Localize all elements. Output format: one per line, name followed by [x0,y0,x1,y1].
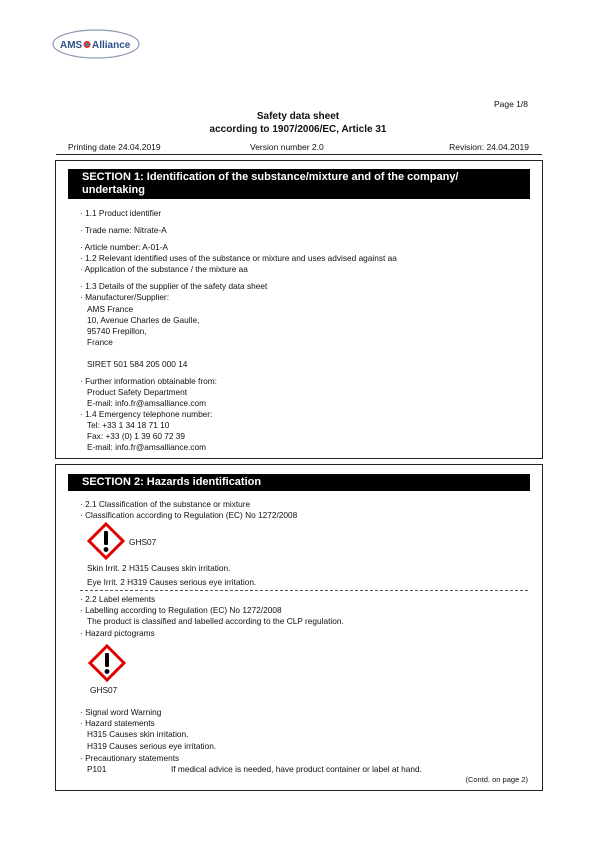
precautionary-text: If medical advice is needed, have product container or label at hand. [171,764,422,774]
classification-regulation: · Classification according to Regulation (EC) No 1272/2008 [80,510,298,520]
precautionary-code: P101 [87,764,107,774]
label-elements: · 2.2 Label elements [80,594,156,604]
precautionary-label: · Precautionary statements [80,753,180,763]
s1-line: SIRET 501 584 205 000 14 [87,359,188,369]
labelling-regulation: · Labelling according to Regulation (EC) No 1272/2008 [80,605,282,615]
hazard-classification: Eye Irrit. 2 H319 Causes serious eye irritation. [87,577,257,587]
hazard-statement: H319 Causes serious eye irritation. [87,741,217,751]
dashed-divider [80,590,528,591]
header-rule [56,154,542,155]
s1-line: · 1.3 Details of the supplier of the safety data sheet [80,281,268,291]
s1-line: E-mail: info.fr@amsalliance.com [87,398,207,408]
ghs-label: GHS07 [129,537,157,547]
s1-line: France [87,337,113,347]
section-2-box [55,464,543,791]
s1-line: Fax: +33 (0) 1 39 60 72 39 [87,431,186,441]
s1-line: · Manufacturer/Supplier: [80,292,170,302]
s1-line: · Trade name: Nitrate-A [80,225,167,235]
ghs-label: GHS07 [90,685,118,695]
ams-alliance-logo [52,29,140,59]
document-title: Safety data sheet [256,111,340,122]
s1-line: 10, Avenue Charles de Gaulle, [87,315,200,325]
page-number: Page 1/8 [493,99,528,109]
s1-line: · Application of the substance / the mixture aa [80,264,248,274]
document-subtitle: according to 1907/2006/EC, Article 31 [209,124,387,135]
section-1-box [55,160,543,459]
svg-text:Alliance: Alliance [92,40,131,51]
s1-line: E-mail: info.fr@amsalliance.com [87,442,207,452]
ghs07-exclamation-icon [87,522,125,560]
hazard-statements-label: · Hazard statements [80,718,155,728]
s1-line: Product Safety Department [87,387,188,397]
s1-line: Tel: +33 1 34 18 71 10 [87,420,170,430]
ghs07-exclamation-icon [88,644,126,682]
s1-line: 95740 Frepillon, [87,326,147,336]
continued-note: (Contd. on page 2) [465,775,528,784]
svg-text:AMS: AMS [60,40,83,51]
version-number: Version number 2.0 [250,142,324,152]
labelling-note: The product is classified and labelled according to the CLP regulation. [87,616,344,626]
s1-line: · 1.2 Relevant identified uses of the substance or mixture and uses advised against aa [80,253,397,263]
s1-line: · Article number: A-01-A [80,242,169,252]
revision-date: Revision: 24.04.2019 [449,142,529,152]
s1-line: · 1.4 Emergency telephone number: [80,409,213,419]
hazard-pictograms-label: · Hazard pictograms [80,628,155,638]
s1-line: · 1.1 Product identifier [80,208,162,218]
signal-word: · Signal word Warning [80,707,162,717]
printing-date: Printing date 24.04.2019 [68,142,161,152]
s1-line: AMS France [87,304,134,314]
hazard-statement: H315 Causes skin irritation. [87,729,189,739]
s1-line: · Further information obtainable from: [80,376,217,386]
hazard-classification: Skin Irrit. 2 H315 Causes skin irritation. [87,563,231,573]
section-2-heading: SECTION 2: Hazards identification [68,474,530,491]
section-1-heading: SECTION 1: Identification of the substance/mixture and of the company/ undertaking [68,169,530,199]
classification-header: · 2.1 Classification of the substance or mixture [80,499,251,509]
